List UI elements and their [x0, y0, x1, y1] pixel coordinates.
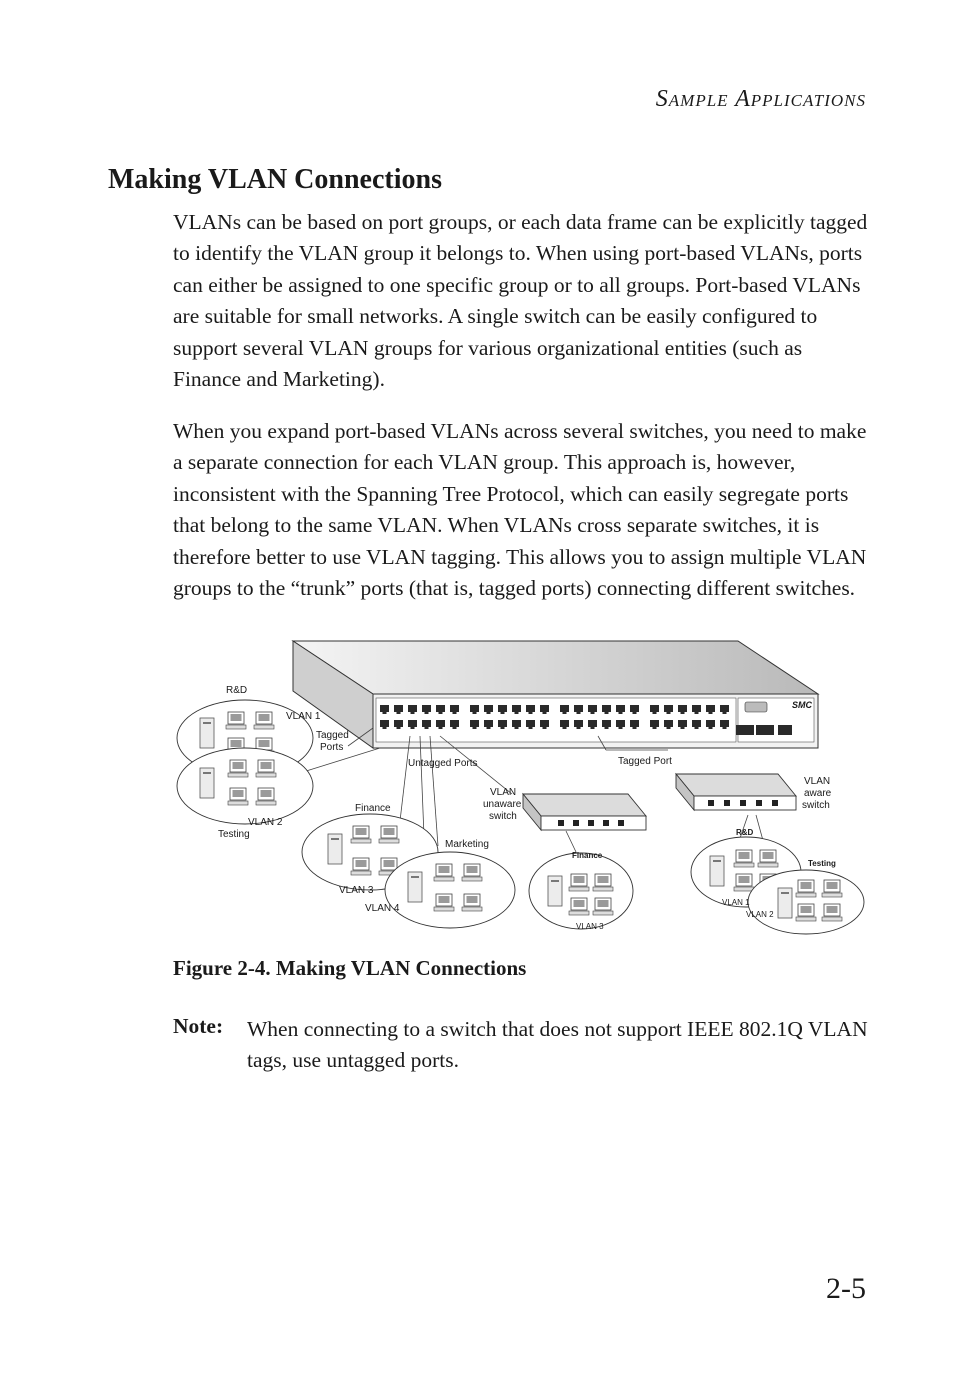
label-testing: Testing: [218, 829, 250, 840]
label-vlan2-remote: VLAN 2: [746, 910, 774, 919]
label-unaware-1: VLAN: [490, 787, 517, 798]
label-vlan3-remote: VLAN 3: [576, 922, 604, 931]
page-number: 2-5: [826, 1272, 866, 1305]
label-testing-remote: Testing: [808, 859, 836, 868]
switch-port-block: [376, 698, 736, 742]
figure-caption: Figure 2-4. Making VLAN Connections: [173, 956, 527, 980]
main-switch: [293, 641, 818, 748]
note-label: Note:: [173, 1014, 224, 1038]
remote-finance-group: [529, 853, 633, 929]
testing-vlan2-group: [177, 748, 313, 824]
vlan-aware-switch: [676, 774, 796, 810]
note-text: When connecting to a switch that does not support IEEE 802.1Q VLAN tags, use untagged ports.: [247, 1017, 868, 1072]
vlan-unaware-switch: [523, 794, 646, 830]
vlan-connections-diagram: [168, 636, 898, 936]
remote-testing-group: [748, 870, 864, 934]
label-vlan2: VLAN 2: [248, 817, 283, 828]
marketing-vlan4-group: [385, 852, 515, 928]
section-title: Making VLAN Connections: [108, 164, 442, 195]
label-vlan1: VLAN 1: [286, 711, 321, 722]
label-aware-1: VLAN: [804, 776, 831, 787]
label-unaware-2: unaware: [483, 799, 522, 810]
label-unaware-3: switch: [489, 811, 517, 822]
body-paragraph-2: When you expand port-based VLANs across several switches, you need to make a separate connection for each VLAN group. This approach is, however, inconsistent with the Spanning Tree Protocol, which can easily segregate ports that belong to the same VLAN. When VLANs cross separate switches, it is therefore better to use VLAN tagging. This allows you to assign multiple VLAN groups to the “trunk” ports (that is, tagged ports) connecting different switches.: [173, 419, 867, 601]
running-head: Sample Applications: [655, 86, 866, 112]
body-paragraph-1: VLANs can be based on port groups, or each data frame can be explicitly tagged to identify the VLAN group it belongs to. When using port-based VLANs, ports can either be assigned to one specific group or to all groups. Port-based VLANs are suitable for small networks. A single switch can be easily configured to support several VLAN groups for various organizational entities (such as Finance and Marketing).: [173, 210, 868, 392]
label-rnd: R&D: [226, 685, 248, 696]
label-tagged: Tagged: [316, 730, 349, 741]
label-untagged-ports: Untagged Ports: [408, 758, 478, 769]
label-aware-2: aware: [804, 788, 832, 799]
label-rnd-remote: R&D: [736, 828, 754, 837]
label-aware-3: switch: [802, 800, 830, 811]
label-vlan1-remote: VLAN 1: [722, 898, 750, 907]
switch-brand-logo: SMC: [792, 700, 812, 710]
label-marketing: Marketing: [445, 839, 489, 850]
label-vlan4: VLAN 4: [365, 903, 400, 914]
label-vlan3: VLAN 3: [339, 885, 374, 896]
label-tagged-port: Tagged Port: [618, 756, 672, 767]
label-finance: Finance: [355, 803, 391, 814]
switch-uplink-module: [736, 698, 814, 742]
label-ports: Ports: [320, 742, 344, 753]
label-finance-remote: Finance: [572, 851, 603, 860]
